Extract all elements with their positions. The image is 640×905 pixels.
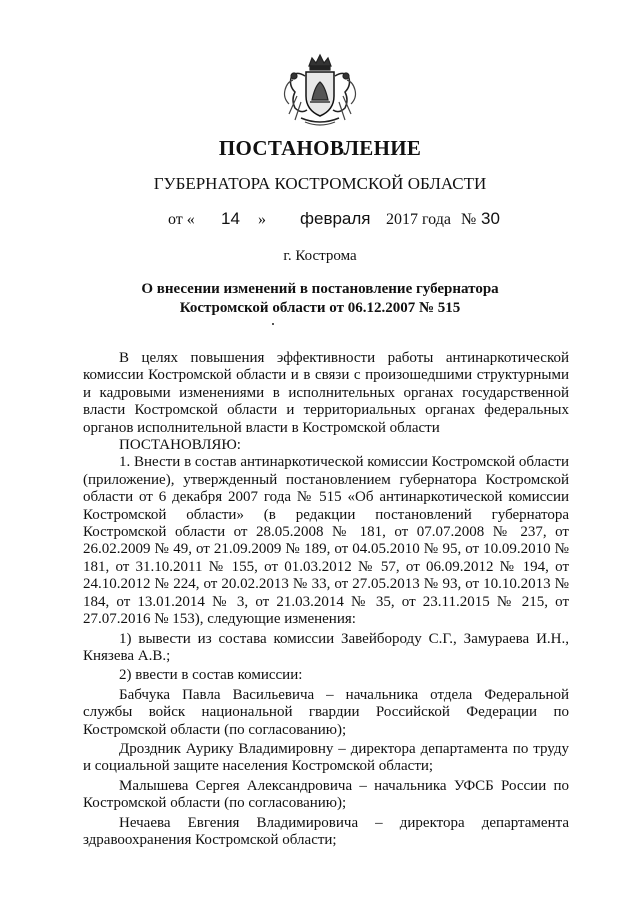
date-year: 2017 года	[386, 211, 451, 228]
preamble-paragraph: В целях повышения эффективности работы антинаркотической комиссии Костромской области и в связи с произошедшими структурными и кадровыми изменениями в исполнительных органах государственной власти Костромской области и территориальных органах федеральных органов исполнительной власти в Костромской области	[83, 350, 569, 436]
date-quote-close: »	[258, 211, 266, 228]
body-paragraph: 2) ввести в состав комиссии:	[119, 667, 303, 684]
date-day: 14	[221, 209, 240, 228]
body-paragraph: Нечаева Евгения Владимировича – директора департамента здравоохранения Костромской области;	[83, 814, 569, 848]
resolve-heading: ПОСТАНОВЛЯЮ:	[119, 437, 241, 454]
document-number-label: №	[461, 211, 477, 228]
document-body	[83, 350, 569, 849]
document-date-line	[0, 211, 640, 235]
document-title: ПОСТАНОВЛЕНИЕ	[218, 136, 422, 160]
document-subject: О внесении изменений в постановление губернатора Костромской области от 06.12.2007 № 515	[141, 281, 499, 316]
document-city: г. Кострома	[283, 248, 357, 264]
scan-speck	[272, 323, 274, 325]
coat-of-arms-icon	[279, 52, 361, 128]
issuing-authority: ГУБЕРНАТОРА КОСТРОМСКОЙ ОБЛАСТИ	[153, 174, 487, 193]
date-prefix: от «	[168, 211, 195, 228]
document-number: 30	[481, 209, 500, 228]
date-month: февраля	[300, 209, 371, 228]
body-paragraph: Дроздник Аурику Владимировну – директора департамента по труду и социальной защите населения Костромской области;	[83, 740, 569, 775]
body-paragraph: Бабчука Павла Васильевича – начальника отдела Федеральной службы войск национальной гвардии Российской Федерации по Костромской области (по согласованию);	[83, 686, 569, 738]
body-paragraph: Малышева Сергея Александровича – начальника УФСБ России по Костромской области (по согласованию);	[83, 777, 569, 812]
body-paragraph: 1) вывести из состава комиссии Завейбороду С.Г., Замураева И.Н., Князева А.В.;	[83, 630, 569, 664]
body-paragraph: 1. Внести в состав антинаркотической комиссии Костромской области (приложение), утвержденный постановлением губернатора Костромской области от 6 декабря 2007 года № 515 «Об антинаркотической комиссии Костромской области» (в редакции постановлений губернатора Костромской области от 28.05.2008 № 181, от 07.07.2008 № 237, от 26.02.2009 № 49, от 21.09.2009 № 189, от 04.05.2010 № 95, от 10.09.2010 № 181, от 31.10.2011 № 155, от 01.03.2012 № 57, от 06.09.2012 № 194, от 24.10.2012 № 224, от 20.02.2013 № 33, от 27.05.2013 № 93, от 10.10.2013 № 184, от 13.01.2014 № 3, от 21.03.2014 № 35, от 23.11.2015 № 215, от 27.07.2016 № 153), следующие изменения:	[83, 454, 569, 628]
